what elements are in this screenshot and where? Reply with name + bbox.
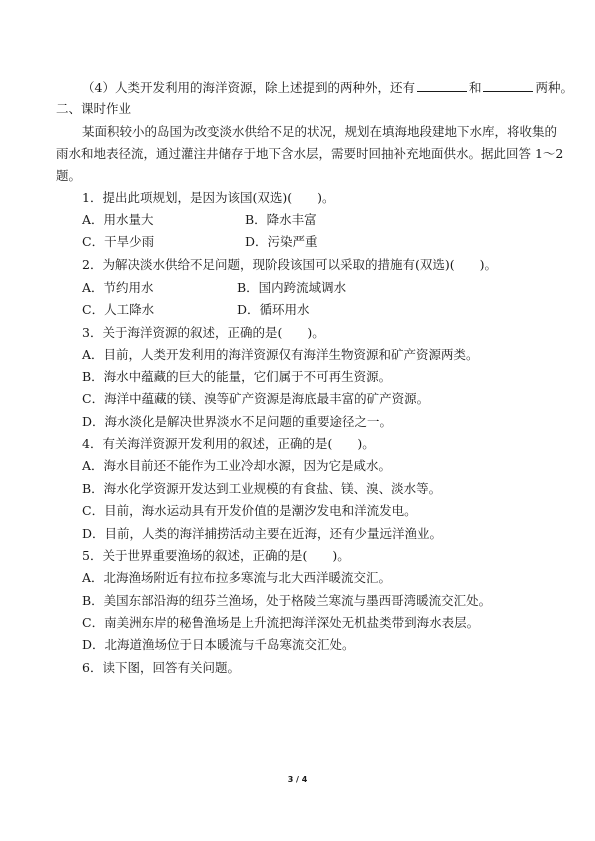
question-4-option-a: A．海水目前还不能作为工业冷却水源，因为它是咸水。 [82, 458, 392, 473]
q4-suffix: 两种。 [535, 80, 573, 95]
question-5-stem: 5．关于世界重要渔场的叙述，正确的是( )。 [82, 548, 350, 563]
question-2-option-b: B．国内跨流域调水 [237, 280, 347, 295]
intro-line-1: 某面积较小的岛国为改变淡水供给不足的状况，规划在填海地段建地下水库，将收集的 [82, 124, 558, 139]
question-5-option-b: B．美国东部沿海的纽芬兰渔场，处于格陵兰寒流与墨西哥湾暖流交汇处。 [82, 593, 492, 608]
question-1-option-a: A．用水量大 [82, 212, 154, 227]
question-2-stem: 2．为解决淡水供给不足问题，现阶段该国可以采取的措施有(双选)( )。 [82, 257, 497, 272]
question-3-option-b: B．海水中蕴藏的巨大的能量，它们属于不可再生资源。 [82, 369, 392, 384]
intro-line-3: 题。 [56, 168, 82, 183]
question-3-option-c: C．海洋中蕴藏的镁、溴等矿产资源是海底最丰富的矿产资源。 [82, 391, 430, 406]
question-4-option-d: D．目前，人类的海洋捕捞活动主要在近海，还有少量远洋渔业。 [82, 526, 443, 541]
q4-mid: 和 [468, 80, 482, 95]
question-5-option-d: D．北海道渔场位于日本暖流与千岛寒流交汇处。 [82, 637, 355, 652]
question-4-option-c: C．目前，海水运动具有开发价值的是潮汐发电和洋流发电。 [82, 503, 417, 518]
question-4-option-b: B．海水化学资源开发达到工业规模的有食盐、镁、溴、淡水等。 [82, 481, 442, 496]
question-1-stem: 1．提出此项规划，是因为该国(双选)( )。 [82, 190, 335, 205]
question-3-option-d: D．海水淡化是解决世界淡水不足问题的重要途径之一。 [82, 414, 393, 429]
question-2-option-d: D．循环用水 [237, 302, 310, 317]
q4-part-line [82, 80, 573, 96]
question-3-stem: 3．关于海洋资源的叙述，正确的是( )。 [82, 325, 325, 340]
intro-line-2: 雨水和地表径流，通过灌注井储存于地下含水层，需要时回抽补充地面供水。据此回答 1～2 [56, 146, 564, 161]
question-6-stem: 6．读下图，回答有关问题。 [82, 660, 240, 675]
page-number: 3 / 4 [287, 775, 308, 784]
section-title: 二、课时作业 [56, 101, 132, 116]
question-1-option-b: B．降水丰富 [245, 212, 317, 227]
q4-prefix: （4）人类开发利用的海洋资源，除上述提到的两种外，还有 [82, 80, 415, 95]
question-5-option-c: C．南美洲东岸的秘鲁渔场是上升流把海洋深处无机盐类带到海水表层。 [82, 615, 480, 630]
answer-blank-1[interactable] [417, 80, 467, 92]
question-4-stem: 4．有关海洋资源开发利用的叙述，正确的是( )。 [82, 436, 375, 451]
question-2-option-a: A．节约用水 [82, 280, 154, 295]
question-3-option-a: A．目前，人类开发利用的海洋资源仅有海洋生物资源和矿产资源两类。 [82, 347, 479, 362]
question-2-option-c: C．人工降水 [82, 302, 155, 317]
answer-blank-2[interactable] [483, 80, 533, 92]
question-1-option-d: D．污染严重 [245, 234, 318, 249]
question-5-option-a: A．北海渔场附近有拉布拉多寒流与北大西洋暖流交汇。 [82, 570, 392, 585]
question-1-option-c: C．干旱少雨 [82, 234, 155, 249]
